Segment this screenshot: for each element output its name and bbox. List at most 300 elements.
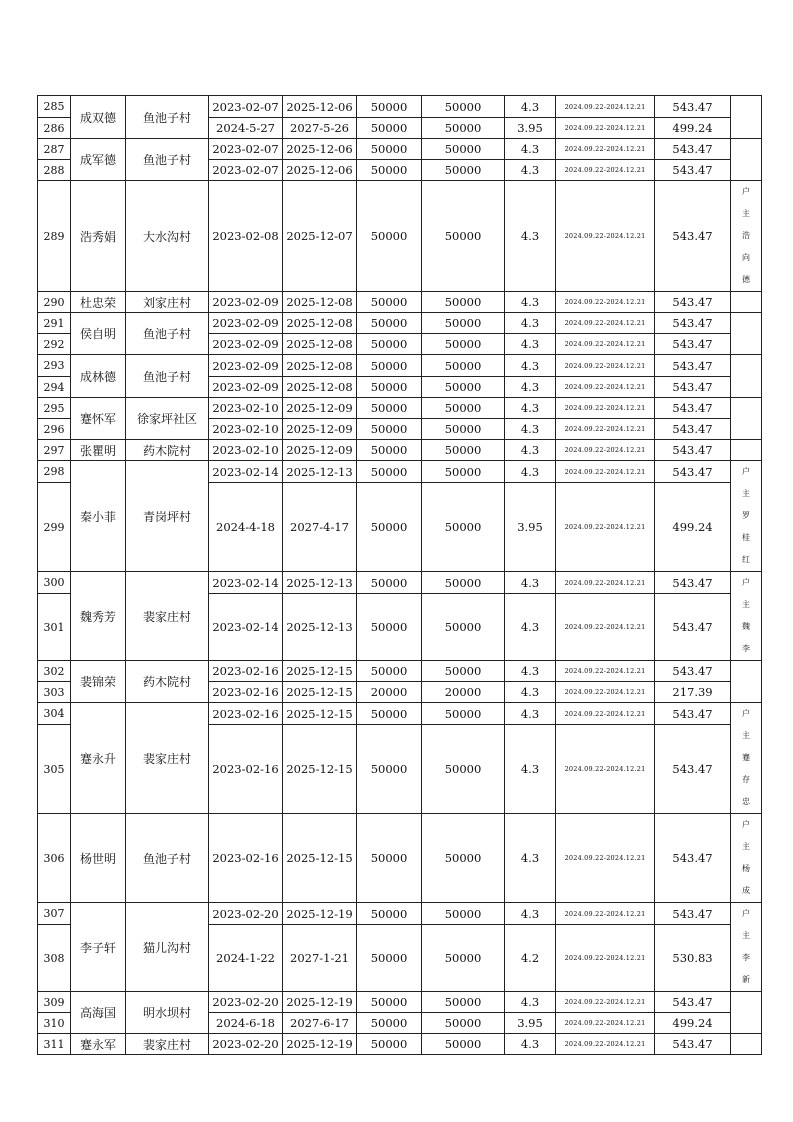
interest-period: 2024.09.22-2024.12.21 bbox=[556, 925, 655, 992]
loan-amount: 50000 bbox=[357, 118, 422, 139]
row-number: 302 bbox=[38, 661, 71, 682]
remark bbox=[731, 440, 762, 461]
start-date: 2023-02-07 bbox=[209, 139, 283, 160]
remark-char: 杨 bbox=[742, 864, 750, 873]
loan-interest-table bbox=[37, 95, 762, 1055]
row-number: 306 bbox=[38, 814, 71, 903]
row-number: 286 bbox=[38, 118, 71, 139]
end-date: 2025-12-06 bbox=[283, 160, 357, 181]
table-row bbox=[38, 292, 762, 313]
loan-amount: 50000 bbox=[357, 925, 422, 992]
table-row bbox=[38, 903, 762, 925]
loan-amount: 50000 bbox=[357, 419, 422, 440]
start-date: 2023-02-14 bbox=[209, 572, 283, 594]
table-row bbox=[38, 355, 762, 377]
borrower-name: 高海国 bbox=[71, 992, 126, 1034]
interest-rate: 4.3 bbox=[505, 1034, 556, 1055]
interest-period: 2024.09.22-2024.12.21 bbox=[556, 96, 655, 118]
remark-char: 主 bbox=[742, 931, 750, 940]
remark-char: 户 bbox=[742, 467, 750, 476]
end-date: 2025-12-15 bbox=[283, 725, 357, 814]
row-number: 310 bbox=[38, 1013, 71, 1034]
remark bbox=[731, 703, 762, 814]
loan-balance: 50000 bbox=[422, 925, 505, 992]
loan-amount: 50000 bbox=[357, 461, 422, 483]
loan-balance: 50000 bbox=[422, 334, 505, 355]
remark bbox=[731, 661, 762, 703]
remark-char: 罗 bbox=[742, 511, 750, 520]
row-number: 311 bbox=[38, 1034, 71, 1055]
remark bbox=[731, 181, 762, 292]
remark bbox=[731, 313, 762, 355]
interest-amount: 543.47 bbox=[655, 96, 731, 118]
village: 鱼池子村 bbox=[126, 313, 209, 355]
remark bbox=[731, 903, 762, 992]
village: 明水坝村 bbox=[126, 992, 209, 1034]
loan-amount: 50000 bbox=[357, 181, 422, 292]
loan-amount: 50000 bbox=[357, 292, 422, 313]
borrower-name: 秦小菲 bbox=[71, 461, 126, 572]
interest-amount: 543.47 bbox=[655, 461, 731, 483]
end-date: 2027-5-26 bbox=[283, 118, 357, 139]
table-row bbox=[38, 313, 762, 334]
end-date: 2025-12-09 bbox=[283, 398, 357, 419]
start-date: 2024-4-18 bbox=[209, 483, 283, 572]
start-date: 2023-02-09 bbox=[209, 334, 283, 355]
end-date: 2025-12-13 bbox=[283, 572, 357, 594]
remark-char: 主 bbox=[742, 209, 750, 218]
row-number: 304 bbox=[38, 703, 71, 725]
remark-char: 存 bbox=[742, 775, 750, 784]
borrower-name: 蹇怀军 bbox=[71, 398, 126, 440]
table-row bbox=[38, 703, 762, 725]
interest-amount: 499.24 bbox=[655, 118, 731, 139]
loan-balance: 50000 bbox=[422, 1034, 505, 1055]
loan-amount: 50000 bbox=[357, 1013, 422, 1034]
end-date: 2025-12-06 bbox=[283, 96, 357, 118]
loan-balance: 50000 bbox=[422, 814, 505, 903]
row-number: 300 bbox=[38, 572, 71, 594]
end-date: 2025-12-15 bbox=[283, 661, 357, 682]
loan-balance: 50000 bbox=[422, 292, 505, 313]
end-date: 2025-12-08 bbox=[283, 377, 357, 398]
table-row bbox=[38, 139, 762, 160]
loan-amount: 50000 bbox=[357, 440, 422, 461]
interest-period: 2024.09.22-2024.12.21 bbox=[556, 377, 655, 398]
interest-rate: 4.3 bbox=[505, 377, 556, 398]
borrower-name: 杜忠荣 bbox=[71, 292, 126, 313]
interest-period: 2024.09.22-2024.12.21 bbox=[556, 703, 655, 725]
end-date: 2025-12-08 bbox=[283, 292, 357, 313]
interest-period: 2024.09.22-2024.12.21 bbox=[556, 661, 655, 682]
remark-char: 户 bbox=[742, 187, 750, 196]
end-date: 2025-12-13 bbox=[283, 594, 357, 661]
loan-balance: 50000 bbox=[422, 419, 505, 440]
remark-char: 主 bbox=[742, 731, 750, 740]
interest-amount: 499.24 bbox=[655, 483, 731, 572]
loan-balance: 50000 bbox=[422, 903, 505, 925]
interest-amount: 543.47 bbox=[655, 398, 731, 419]
interest-amount: 543.47 bbox=[655, 139, 731, 160]
interest-rate: 4.3 bbox=[505, 139, 556, 160]
interest-amount: 543.47 bbox=[655, 292, 731, 313]
remark-char: 主 bbox=[742, 600, 750, 609]
row-number: 285 bbox=[38, 96, 71, 118]
remark bbox=[731, 398, 762, 440]
interest-rate: 4.3 bbox=[505, 594, 556, 661]
loan-amount: 50000 bbox=[357, 355, 422, 377]
start-date: 2024-6-18 bbox=[209, 1013, 283, 1034]
village: 鱼池子村 bbox=[126, 814, 209, 903]
row-number: 288 bbox=[38, 160, 71, 181]
loan-amount: 50000 bbox=[357, 96, 422, 118]
row-number: 292 bbox=[38, 334, 71, 355]
table-row bbox=[38, 572, 762, 594]
end-date: 2027-6-17 bbox=[283, 1013, 357, 1034]
interest-period: 2024.09.22-2024.12.21 bbox=[556, 181, 655, 292]
interest-amount: 543.47 bbox=[655, 1034, 731, 1055]
start-date: 2023-02-20 bbox=[209, 903, 283, 925]
row-number: 305 bbox=[38, 725, 71, 814]
interest-amount: 530.83 bbox=[655, 925, 731, 992]
row-number: 301 bbox=[38, 594, 71, 661]
remark bbox=[731, 355, 762, 398]
end-date: 2025-12-15 bbox=[283, 814, 357, 903]
loan-balance: 50000 bbox=[422, 1013, 505, 1034]
interest-period: 2024.09.22-2024.12.21 bbox=[556, 160, 655, 181]
interest-rate: 4.3 bbox=[505, 572, 556, 594]
interest-rate: 4.3 bbox=[505, 181, 556, 292]
borrower-name: 杨世明 bbox=[71, 814, 126, 903]
end-date: 2025-12-08 bbox=[283, 313, 357, 334]
borrower-name: 侯自明 bbox=[71, 313, 126, 355]
borrower-name: 蹇永升 bbox=[71, 703, 126, 814]
borrower-name: 成林德 bbox=[71, 355, 126, 398]
loan-balance: 50000 bbox=[422, 703, 505, 725]
interest-amount: 543.47 bbox=[655, 814, 731, 903]
start-date: 2023-02-09 bbox=[209, 313, 283, 334]
interest-rate: 4.3 bbox=[505, 682, 556, 703]
village: 鱼池子村 bbox=[126, 355, 209, 398]
remark bbox=[731, 1034, 762, 1055]
start-date: 2023-02-10 bbox=[209, 419, 283, 440]
interest-rate: 3.95 bbox=[505, 1013, 556, 1034]
interest-amount: 543.47 bbox=[655, 181, 731, 292]
row-number: 294 bbox=[38, 377, 71, 398]
row-number: 303 bbox=[38, 682, 71, 703]
loan-amount: 50000 bbox=[357, 594, 422, 661]
village: 徐家坪社区 bbox=[126, 398, 209, 440]
row-number: 309 bbox=[38, 992, 71, 1013]
interest-rate: 4.3 bbox=[505, 440, 556, 461]
start-date: 2023-02-14 bbox=[209, 461, 283, 483]
loan-amount: 50000 bbox=[357, 139, 422, 160]
row-number: 289 bbox=[38, 181, 71, 292]
remark-char: 李 bbox=[742, 644, 750, 653]
table-row bbox=[38, 96, 762, 118]
interest-amount: 217.39 bbox=[655, 682, 731, 703]
interest-amount: 543.47 bbox=[655, 160, 731, 181]
end-date: 2025-12-19 bbox=[283, 992, 357, 1013]
interest-amount: 543.47 bbox=[655, 903, 731, 925]
remark-char: 德 bbox=[742, 275, 750, 284]
loan-amount: 50000 bbox=[357, 160, 422, 181]
start-date: 2023-02-07 bbox=[209, 96, 283, 118]
interest-period: 2024.09.22-2024.12.21 bbox=[556, 1013, 655, 1034]
loan-amount: 50000 bbox=[357, 398, 422, 419]
loan-balance: 50000 bbox=[422, 461, 505, 483]
start-date: 2023-02-10 bbox=[209, 398, 283, 419]
borrower-name: 成双德 bbox=[71, 96, 126, 139]
borrower-name: 裴锦荣 bbox=[71, 661, 126, 703]
loan-amount: 50000 bbox=[357, 814, 422, 903]
loan-balance: 50000 bbox=[422, 725, 505, 814]
loan-balance: 50000 bbox=[422, 181, 505, 292]
row-number: 307 bbox=[38, 903, 71, 925]
row-number: 291 bbox=[38, 313, 71, 334]
loan-amount: 50000 bbox=[357, 572, 422, 594]
table-row bbox=[38, 398, 762, 419]
remark bbox=[731, 461, 762, 572]
interest-period: 2024.09.22-2024.12.21 bbox=[556, 419, 655, 440]
interest-rate: 4.3 bbox=[505, 703, 556, 725]
loan-amount: 50000 bbox=[357, 992, 422, 1013]
table-row bbox=[38, 992, 762, 1013]
village: 鱼池子村 bbox=[126, 96, 209, 139]
loan-amount: 50000 bbox=[357, 703, 422, 725]
interest-period: 2024.09.22-2024.12.21 bbox=[556, 334, 655, 355]
interest-rate: 4.3 bbox=[505, 355, 556, 377]
loan-amount: 50000 bbox=[357, 725, 422, 814]
interest-rate: 4.3 bbox=[505, 725, 556, 814]
interest-rate: 4.3 bbox=[505, 334, 556, 355]
interest-period: 2024.09.22-2024.12.21 bbox=[556, 572, 655, 594]
loan-balance: 50000 bbox=[422, 398, 505, 419]
village: 裴家庄村 bbox=[126, 572, 209, 661]
borrower-name: 浩秀娟 bbox=[71, 181, 126, 292]
interest-rate: 4.3 bbox=[505, 461, 556, 483]
remark-char: 红 bbox=[742, 555, 750, 564]
village: 药木院村 bbox=[126, 440, 209, 461]
interest-period: 2024.09.22-2024.12.21 bbox=[556, 440, 655, 461]
end-date: 2025-12-07 bbox=[283, 181, 357, 292]
interest-amount: 543.47 bbox=[655, 703, 731, 725]
remark-char: 李 bbox=[742, 953, 750, 962]
interest-rate: 4.3 bbox=[505, 313, 556, 334]
loan-balance: 50000 bbox=[422, 440, 505, 461]
loan-amount: 50000 bbox=[357, 903, 422, 925]
interest-period: 2024.09.22-2024.12.21 bbox=[556, 398, 655, 419]
remark-char: 户 bbox=[742, 578, 750, 587]
table-row bbox=[38, 814, 762, 903]
interest-rate: 4.3 bbox=[505, 160, 556, 181]
interest-rate: 4.3 bbox=[505, 903, 556, 925]
end-date: 2025-12-09 bbox=[283, 419, 357, 440]
borrower-name: 魏秀芳 bbox=[71, 572, 126, 661]
row-number: 297 bbox=[38, 440, 71, 461]
village: 刘家庄村 bbox=[126, 292, 209, 313]
interest-amount: 543.47 bbox=[655, 313, 731, 334]
remark-char: 主 bbox=[742, 842, 750, 851]
interest-rate: 4.3 bbox=[505, 292, 556, 313]
interest-amount: 543.47 bbox=[655, 572, 731, 594]
interest-period: 2024.09.22-2024.12.21 bbox=[556, 992, 655, 1013]
loan-balance: 50000 bbox=[422, 483, 505, 572]
loan-amount: 20000 bbox=[357, 682, 422, 703]
interest-period: 2024.09.22-2024.12.21 bbox=[556, 594, 655, 661]
interest-period: 2024.09.22-2024.12.21 bbox=[556, 725, 655, 814]
remark bbox=[731, 292, 762, 313]
start-date: 2023-02-14 bbox=[209, 594, 283, 661]
interest-amount: 543.47 bbox=[655, 355, 731, 377]
loan-amount: 50000 bbox=[357, 377, 422, 398]
remark bbox=[731, 992, 762, 1034]
table-row bbox=[38, 461, 762, 483]
interest-period: 2024.09.22-2024.12.21 bbox=[556, 139, 655, 160]
end-date: 2025-12-19 bbox=[283, 903, 357, 925]
interest-amount: 499.24 bbox=[655, 1013, 731, 1034]
row-number: 293 bbox=[38, 355, 71, 377]
interest-amount: 543.47 bbox=[655, 725, 731, 814]
remark-char: 新 bbox=[742, 975, 750, 984]
interest-rate: 4.2 bbox=[505, 925, 556, 992]
interest-rate: 3.95 bbox=[505, 118, 556, 139]
remark-char: 户 bbox=[742, 909, 750, 918]
loan-balance: 50000 bbox=[422, 594, 505, 661]
interest-rate: 4.3 bbox=[505, 661, 556, 682]
loan-balance: 50000 bbox=[422, 355, 505, 377]
interest-period: 2024.09.22-2024.12.21 bbox=[556, 814, 655, 903]
row-number: 290 bbox=[38, 292, 71, 313]
remark-char: 浩 bbox=[742, 231, 750, 240]
start-date: 2023-02-16 bbox=[209, 682, 283, 703]
interest-period: 2024.09.22-2024.12.21 bbox=[556, 118, 655, 139]
village: 裴家庄村 bbox=[126, 1034, 209, 1055]
interest-rate: 4.3 bbox=[505, 398, 556, 419]
village: 猫儿沟村 bbox=[126, 903, 209, 992]
start-date: 2023-02-08 bbox=[209, 181, 283, 292]
end-date: 2025-12-08 bbox=[283, 334, 357, 355]
start-date: 2024-5-27 bbox=[209, 118, 283, 139]
village: 药木院村 bbox=[126, 661, 209, 703]
remark-char: 桂 bbox=[742, 533, 750, 542]
borrower-name: 张瞿明 bbox=[71, 440, 126, 461]
loan-balance: 50000 bbox=[422, 96, 505, 118]
loan-balance: 50000 bbox=[422, 118, 505, 139]
remark-char: 蹇 bbox=[742, 753, 750, 762]
table-row bbox=[38, 440, 762, 461]
row-number: 308 bbox=[38, 925, 71, 992]
interest-rate: 4.3 bbox=[505, 96, 556, 118]
interest-amount: 543.47 bbox=[655, 440, 731, 461]
interest-rate: 4.3 bbox=[505, 992, 556, 1013]
end-date: 2027-4-17 bbox=[283, 483, 357, 572]
remark-char: 户 bbox=[742, 709, 750, 718]
remark-char: 成 bbox=[742, 886, 750, 895]
village: 大水沟村 bbox=[126, 181, 209, 292]
interest-period: 2024.09.22-2024.12.21 bbox=[556, 1034, 655, 1055]
end-date: 2025-12-13 bbox=[283, 461, 357, 483]
interest-amount: 543.47 bbox=[655, 661, 731, 682]
start-date: 2024-1-22 bbox=[209, 925, 283, 992]
end-date: 2025-12-15 bbox=[283, 682, 357, 703]
row-number: 287 bbox=[38, 139, 71, 160]
remark-char: 主 bbox=[742, 489, 750, 498]
loan-amount: 50000 bbox=[357, 334, 422, 355]
loan-balance: 50000 bbox=[422, 160, 505, 181]
end-date: 2025-12-15 bbox=[283, 703, 357, 725]
row-number: 299 bbox=[38, 483, 71, 572]
village: 裴家庄村 bbox=[126, 703, 209, 814]
village: 鱼池子村 bbox=[126, 139, 209, 181]
village: 青岗坪村 bbox=[126, 461, 209, 572]
interest-amount: 543.47 bbox=[655, 594, 731, 661]
borrower-name: 蹇永军 bbox=[71, 1034, 126, 1055]
loan-balance: 50000 bbox=[422, 992, 505, 1013]
loan-balance: 50000 bbox=[422, 377, 505, 398]
interest-amount: 543.47 bbox=[655, 377, 731, 398]
interest-rate: 3.95 bbox=[505, 483, 556, 572]
borrower-name: 李子轩 bbox=[71, 903, 126, 992]
interest-rate: 4.3 bbox=[505, 419, 556, 440]
loan-amount: 50000 bbox=[357, 661, 422, 682]
remark-char: 魏 bbox=[742, 622, 750, 631]
row-number: 296 bbox=[38, 419, 71, 440]
remark bbox=[731, 139, 762, 181]
start-date: 2023-02-09 bbox=[209, 292, 283, 313]
remark-char: 户 bbox=[742, 820, 750, 829]
remark bbox=[731, 96, 762, 139]
interest-period: 2024.09.22-2024.12.21 bbox=[556, 461, 655, 483]
start-date: 2023-02-07 bbox=[209, 160, 283, 181]
start-date: 2023-02-16 bbox=[209, 661, 283, 682]
start-date: 2023-02-09 bbox=[209, 377, 283, 398]
borrower-name: 成军德 bbox=[71, 139, 126, 181]
start-date: 2023-02-16 bbox=[209, 703, 283, 725]
end-date: 2027-1-21 bbox=[283, 925, 357, 992]
loan-balance: 50000 bbox=[422, 139, 505, 160]
end-date: 2025-12-19 bbox=[283, 1034, 357, 1055]
interest-amount: 543.47 bbox=[655, 419, 731, 440]
interest-period: 2024.09.22-2024.12.21 bbox=[556, 483, 655, 572]
interest-period: 2024.09.22-2024.12.21 bbox=[556, 355, 655, 377]
interest-period: 2024.09.22-2024.12.21 bbox=[556, 682, 655, 703]
start-date: 2023-02-20 bbox=[209, 992, 283, 1013]
end-date: 2025-12-06 bbox=[283, 139, 357, 160]
table-row bbox=[38, 661, 762, 682]
start-date: 2023-02-10 bbox=[209, 440, 283, 461]
row-number: 298 bbox=[38, 461, 71, 483]
loan-balance: 50000 bbox=[422, 572, 505, 594]
loan-balance: 50000 bbox=[422, 313, 505, 334]
loan-amount: 50000 bbox=[357, 313, 422, 334]
interest-period: 2024.09.22-2024.12.21 bbox=[556, 903, 655, 925]
loan-balance: 20000 bbox=[422, 682, 505, 703]
interest-period: 2024.09.22-2024.12.21 bbox=[556, 292, 655, 313]
start-date: 2023-02-09 bbox=[209, 355, 283, 377]
start-date: 2023-02-20 bbox=[209, 1034, 283, 1055]
start-date: 2023-02-16 bbox=[209, 725, 283, 814]
interest-rate: 4.3 bbox=[505, 814, 556, 903]
loan-amount: 50000 bbox=[357, 1034, 422, 1055]
interest-amount: 543.47 bbox=[655, 992, 731, 1013]
loan-balance: 50000 bbox=[422, 661, 505, 682]
table-row bbox=[38, 1034, 762, 1055]
table-row bbox=[38, 181, 762, 292]
row-number: 295 bbox=[38, 398, 71, 419]
loan-amount: 50000 bbox=[357, 483, 422, 572]
interest-period: 2024.09.22-2024.12.21 bbox=[556, 313, 655, 334]
